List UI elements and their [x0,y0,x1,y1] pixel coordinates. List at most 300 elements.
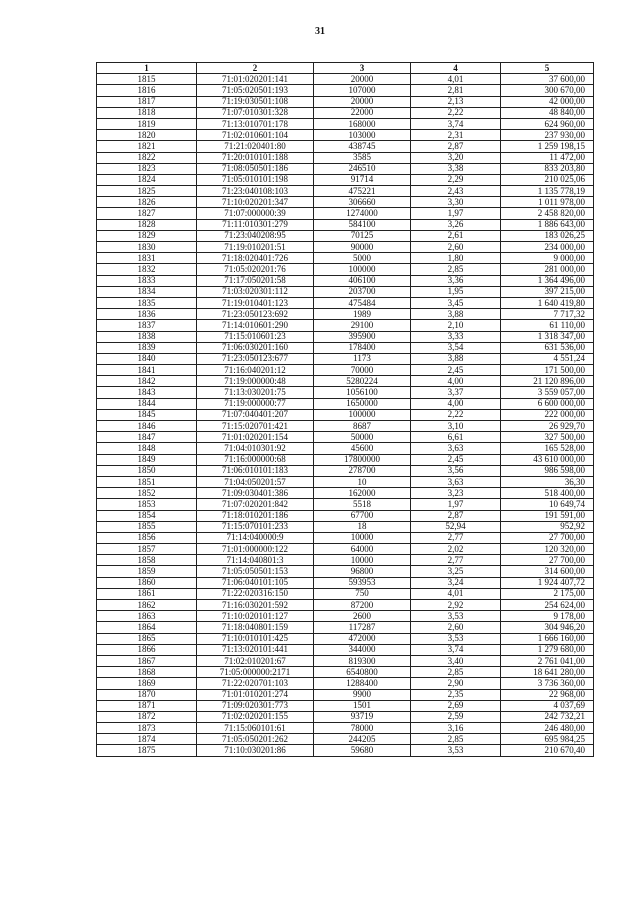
rate-cell: 2,92 [411,600,501,611]
rate-cell: 3,30 [411,197,501,208]
row-number-cell: 1820 [97,130,197,141]
row-number-cell: 1839 [97,342,197,353]
cadastral-number-cell: 71:23:050123:692 [197,309,314,320]
table-row [97,197,594,208]
cadastral-number-cell: 71:14:010601:290 [197,320,314,331]
table-header-row [97,63,594,74]
area-cell: 5518 [314,499,411,510]
table-row [97,454,594,465]
cadastral-number-cell: 71:16:030201:592 [197,600,314,611]
row-number-cell: 1868 [97,667,197,678]
row-number-cell: 1843 [97,387,197,398]
value-cell: 2 458 820,00 [501,208,594,219]
cadastral-number-cell: 71:23:050123:677 [197,353,314,364]
value-cell: 43 610 000,00 [501,454,594,465]
value-cell: 1 279 680,00 [501,644,594,655]
cadastral-number-cell: 71:06:040101:105 [197,577,314,588]
value-cell: 183 026,25 [501,230,594,241]
cadastral-number-cell: 71:16:040201:12 [197,365,314,376]
value-cell: 518 400,00 [501,488,594,499]
area-cell: 18 [314,521,411,532]
rate-cell: 3,38 [411,163,501,174]
row-number-cell: 1844 [97,398,197,409]
table-row [97,118,594,129]
cadastral-number-cell: 71:13:020101:441 [197,644,314,655]
area-cell: 1173 [314,353,411,364]
cadastral-number-cell: 71:01:010201:274 [197,689,314,700]
cadastral-number-cell: 71:07:040401:207 [197,409,314,420]
area-cell: 278700 [314,465,411,476]
row-number-cell: 1860 [97,577,197,588]
area-cell: 8687 [314,421,411,432]
table-row [97,219,594,230]
row-number-cell: 1837 [97,320,197,331]
row-number-cell: 1822 [97,152,197,163]
rate-cell: 3,16 [411,723,501,734]
area-cell: 45600 [314,443,411,454]
rate-cell: 3,37 [411,387,501,398]
cadastral-number-cell: 71:06:030201:160 [197,342,314,353]
rate-cell: 3,63 [411,443,501,454]
area-cell: 750 [314,588,411,599]
table-row [97,331,594,342]
value-cell: 37 600,00 [501,74,594,85]
rate-cell: 3,26 [411,219,501,230]
row-number-cell: 1840 [97,353,197,364]
row-number-cell: 1872 [97,711,197,722]
value-cell: 21 120 896,00 [501,376,594,387]
rate-cell: 2,69 [411,700,501,711]
table-row [97,689,594,700]
rate-cell: 2,45 [411,454,501,465]
value-cell: 4 037,69 [501,700,594,711]
cadastral-number-cell: 71:05:020501:193 [197,85,314,96]
area-cell: 5280224 [314,376,411,387]
table-row [97,544,594,555]
value-cell: 22 968,00 [501,689,594,700]
row-number-cell: 1851 [97,476,197,487]
rate-cell: 4,01 [411,588,501,599]
table-row [97,555,594,566]
value-cell: 1 135 778,19 [501,186,594,197]
area-cell: 90000 [314,242,411,253]
rate-cell: 2,13 [411,96,501,107]
area-cell: 107000 [314,85,411,96]
rate-cell: 2,02 [411,544,501,555]
rate-cell: 2,77 [411,532,501,543]
table-row [97,723,594,734]
cadastral-number-cell: 71:07:010301:328 [197,107,314,118]
area-cell: 344000 [314,644,411,655]
row-number-cell: 1869 [97,678,197,689]
cadastral-number-cell: 71:23:040208:95 [197,230,314,241]
column-header-1: 1 [97,63,197,74]
table-row [97,163,594,174]
area-cell: 438745 [314,141,411,152]
row-number-cell: 1845 [97,409,197,420]
area-cell: 472000 [314,633,411,644]
value-cell: 1 640 419,80 [501,297,594,308]
value-cell: 42 000,00 [501,96,594,107]
table-row [97,342,594,353]
row-number-cell: 1871 [97,700,197,711]
rate-cell: 3,88 [411,309,501,320]
table-row [97,476,594,487]
table-row [97,667,594,678]
rate-cell: 2,77 [411,555,501,566]
cadastral-number-cell: 71:15:010601:23 [197,331,314,342]
cadastral-number-cell: 71:10:030201:86 [197,745,314,756]
value-cell: 242 732,21 [501,711,594,722]
rate-cell: 2,60 [411,242,501,253]
area-cell: 1989 [314,309,411,320]
cadastral-number-cell: 71:19:000000:77 [197,398,314,409]
cadastral-number-cell: 71:21:020401:80 [197,141,314,152]
cadastral-number-cell: 71:22:020316:150 [197,588,314,599]
rate-cell: 3,53 [411,745,501,756]
table-row [97,577,594,588]
table-row [97,398,594,409]
cadastral-number-cell: 71:10:010101:425 [197,633,314,644]
value-cell: 210 025,06 [501,174,594,185]
area-cell: 87200 [314,600,411,611]
table-row [97,588,594,599]
row-number-cell: 1866 [97,644,197,655]
table-row [97,700,594,711]
table-row [97,611,594,622]
area-cell: 96800 [314,566,411,577]
table-row [97,510,594,521]
area-cell: 20000 [314,96,411,107]
table-row [97,297,594,308]
value-cell: 61 110,00 [501,320,594,331]
rate-cell: 3,53 [411,611,501,622]
row-number-cell: 1847 [97,432,197,443]
rate-cell: 2,81 [411,85,501,96]
cadastral-number-cell: 71:13:030201:75 [197,387,314,398]
rate-cell: 2,43 [411,186,501,197]
row-number-cell: 1834 [97,286,197,297]
value-cell: 4 551,24 [501,353,594,364]
row-number-cell: 1828 [97,219,197,230]
value-cell: 304 946,20 [501,622,594,633]
cadastral-number-cell: 71:01:020201:154 [197,432,314,443]
area-cell: 5000 [314,253,411,264]
table-row [97,353,594,364]
row-number-cell: 1815 [97,74,197,85]
rate-cell: 4,01 [411,74,501,85]
cadastral-number-cell: 71:15:020701:421 [197,421,314,432]
row-number-cell: 1852 [97,488,197,499]
rate-cell: 2,22 [411,409,501,420]
area-cell: 78000 [314,723,411,734]
row-number-cell: 1816 [97,85,197,96]
table-row [97,655,594,666]
rate-cell: 3,24 [411,577,501,588]
rate-cell: 3,25 [411,566,501,577]
cadastral-number-cell: 71:01:020201:141 [197,74,314,85]
area-cell: 1274000 [314,208,411,219]
cadastral-number-cell: 71:14:040801:3 [197,555,314,566]
table-row [97,264,594,275]
rate-cell: 2,29 [411,174,501,185]
area-cell: 475221 [314,186,411,197]
cadastral-number-cell: 71:09:030401:386 [197,488,314,499]
value-cell: 624 960,00 [501,118,594,129]
area-cell: 395900 [314,331,411,342]
table-row [97,409,594,420]
row-number-cell: 1867 [97,655,197,666]
cadastral-number-cell: 71:08:050501:186 [197,163,314,174]
cadastral-number-cell: 71:19:010401:123 [197,297,314,308]
rate-cell: 1,97 [411,499,501,510]
value-cell: 11 472,00 [501,152,594,163]
row-number-cell: 1863 [97,611,197,622]
cadastral-number-cell: 71:02:010201:67 [197,655,314,666]
value-cell: 246 480,00 [501,723,594,734]
table-row [97,253,594,264]
area-cell: 10000 [314,555,411,566]
rate-cell: 4,00 [411,398,501,409]
value-cell: 10 649,74 [501,499,594,510]
cadastral-number-cell: 71:07:020201:842 [197,499,314,510]
row-number-cell: 1864 [97,622,197,633]
table-row [97,711,594,722]
cadastral-number-cell: 71:22:020701:103 [197,678,314,689]
table-row [97,678,594,689]
area-cell: 475484 [314,297,411,308]
cadastral-number-cell: 71:19:010201:51 [197,242,314,253]
area-cell: 67700 [314,510,411,521]
cadastral-number-cell: 71:10:020201:347 [197,197,314,208]
value-cell: 631 536,00 [501,342,594,353]
table-row [97,734,594,745]
rate-cell: 2,31 [411,130,501,141]
value-cell: 1 364 496,00 [501,275,594,286]
area-cell: 593953 [314,577,411,588]
row-number-cell: 1833 [97,275,197,286]
area-cell: 100000 [314,409,411,420]
cadastral-number-cell: 71:19:030501:108 [197,96,314,107]
cadastral-number-cell: 71:05:050501:153 [197,566,314,577]
value-cell: 3 736 360,00 [501,678,594,689]
table-row [97,141,594,152]
area-cell: 50000 [314,432,411,443]
value-cell: 210 670,40 [501,745,594,756]
row-number-cell: 1830 [97,242,197,253]
row-number-cell: 1819 [97,118,197,129]
cadastral-number-cell: 71:18:020401:726 [197,253,314,264]
value-cell: 9 178,00 [501,611,594,622]
area-cell: 584100 [314,219,411,230]
rate-cell: 3,63 [411,476,501,487]
area-cell: 10000 [314,532,411,543]
area-cell: 1288400 [314,678,411,689]
table-row [97,566,594,577]
rate-cell: 52,94 [411,521,501,532]
rate-cell: 3,45 [411,297,501,308]
table-row [97,521,594,532]
table-row [97,320,594,331]
area-cell: 1056100 [314,387,411,398]
area-cell: 178400 [314,342,411,353]
cadastral-number-cell: 71:05:000000:2171 [197,667,314,678]
table-row [97,96,594,107]
area-cell: 6540800 [314,667,411,678]
row-number-cell: 1829 [97,230,197,241]
value-cell: 237 930,00 [501,130,594,141]
row-number-cell: 1848 [97,443,197,454]
rate-cell: 1,80 [411,253,501,264]
area-cell: 3585 [314,152,411,163]
table-row [97,465,594,476]
row-number-cell: 1870 [97,689,197,700]
rate-cell: 3,74 [411,118,501,129]
area-cell: 9900 [314,689,411,700]
value-cell: 300 670,00 [501,85,594,96]
table-row [97,421,594,432]
table-row [97,644,594,655]
row-number-cell: 1865 [97,633,197,644]
row-number-cell: 1818 [97,107,197,118]
cadastral-number-cell: 71:18:040801:159 [197,622,314,633]
table-row [97,230,594,241]
rate-cell: 2,87 [411,141,501,152]
table-row [97,107,594,118]
area-cell: 29100 [314,320,411,331]
cadastral-number-cell: 71:10:020101:127 [197,611,314,622]
area-cell: 22000 [314,107,411,118]
table-row [97,499,594,510]
value-cell: 27 700,00 [501,532,594,543]
table-row [97,376,594,387]
row-number-cell: 1875 [97,745,197,756]
column-header-3: 3 [314,63,411,74]
rate-cell: 3,20 [411,152,501,163]
value-cell: 327 500,00 [501,432,594,443]
row-number-cell: 1831 [97,253,197,264]
rate-cell: 3,88 [411,353,501,364]
value-cell: 26 929,70 [501,421,594,432]
cadastral-number-cell: 71:13:010701:178 [197,118,314,129]
value-cell: 1 924 407,72 [501,577,594,588]
cadastral-number-cell: 71:14:040000:9 [197,532,314,543]
value-cell: 314 600,00 [501,566,594,577]
value-cell: 3 559 057,00 [501,387,594,398]
row-number-cell: 1850 [97,465,197,476]
cadastral-number-cell: 71:01:000000:122 [197,544,314,555]
row-number-cell: 1849 [97,454,197,465]
table-row [97,600,594,611]
cadastral-number-cell: 71:05:020201:76 [197,264,314,275]
table-row [97,309,594,320]
area-cell: 203700 [314,286,411,297]
row-number-cell: 1841 [97,365,197,376]
value-cell: 986 598,00 [501,465,594,476]
value-cell: 2 175,00 [501,588,594,599]
cadastral-number-cell: 71:16:000000:68 [197,454,314,465]
column-header-5: 5 [501,63,594,74]
table-row [97,488,594,499]
rate-cell: 3,23 [411,488,501,499]
row-number-cell: 1838 [97,331,197,342]
cadastral-number-cell: 71:06:010101:183 [197,465,314,476]
rate-cell: 2,61 [411,230,501,241]
area-cell: 91714 [314,174,411,185]
cadastral-number-cell: 71:05:010101:198 [197,174,314,185]
table-row [97,432,594,443]
row-number-cell: 1836 [97,309,197,320]
table-row [97,208,594,219]
value-cell: 1 666 160,00 [501,633,594,644]
row-number-cell: 1827 [97,208,197,219]
table-row [97,275,594,286]
cadastral-number-cell: 71:07:000000:39 [197,208,314,219]
table-row [97,745,594,756]
cadastral-number-cell: 71:04:050201:57 [197,476,314,487]
table-row [97,152,594,163]
area-cell: 162000 [314,488,411,499]
rate-cell: 3,36 [411,275,501,286]
rate-cell: 3,74 [411,644,501,655]
value-cell: 18 641 280,00 [501,667,594,678]
value-cell: 234 000,00 [501,242,594,253]
area-cell: 20000 [314,74,411,85]
cadastral-number-cell: 71:11:010301:279 [197,219,314,230]
area-cell: 103000 [314,130,411,141]
rate-cell: 2,35 [411,689,501,700]
row-number-cell: 1846 [97,421,197,432]
rate-cell: 2,45 [411,365,501,376]
area-cell: 17800000 [314,454,411,465]
row-number-cell: 1823 [97,163,197,174]
rate-cell: 3,54 [411,342,501,353]
row-number-cell: 1835 [97,297,197,308]
rate-cell: 6,61 [411,432,501,443]
rate-cell: 2,22 [411,107,501,118]
rate-cell: 2,85 [411,264,501,275]
table-body [97,74,594,756]
value-cell: 36,30 [501,476,594,487]
row-number-cell: 1873 [97,723,197,734]
value-cell: 191 591,00 [501,510,594,521]
rate-cell: 4,00 [411,376,501,387]
table-row [97,85,594,96]
row-number-cell: 1861 [97,588,197,599]
value-cell: 254 624,00 [501,600,594,611]
value-cell: 1 886 643,00 [501,219,594,230]
cadastral-number-cell: 71:19:000000:48 [197,376,314,387]
table-row [97,633,594,644]
value-cell: 171 500,00 [501,365,594,376]
value-cell: 48 840,00 [501,107,594,118]
table-row [97,130,594,141]
row-number-cell: 1859 [97,566,197,577]
rate-cell: 3,40 [411,655,501,666]
area-cell: 306660 [314,197,411,208]
row-number-cell: 1853 [97,499,197,510]
cadastral-number-cell: 71:15:060101:61 [197,723,314,734]
value-cell: 120 320,00 [501,544,594,555]
cadastral-number-cell: 71:15:070101:233 [197,521,314,532]
table-row [97,174,594,185]
value-cell: 952,92 [501,521,594,532]
value-cell: 397 215,00 [501,286,594,297]
page-number: 31 [315,26,325,37]
table-row [97,532,594,543]
cadastral-number-cell: 71:23:040108:103 [197,186,314,197]
table-row [97,242,594,253]
